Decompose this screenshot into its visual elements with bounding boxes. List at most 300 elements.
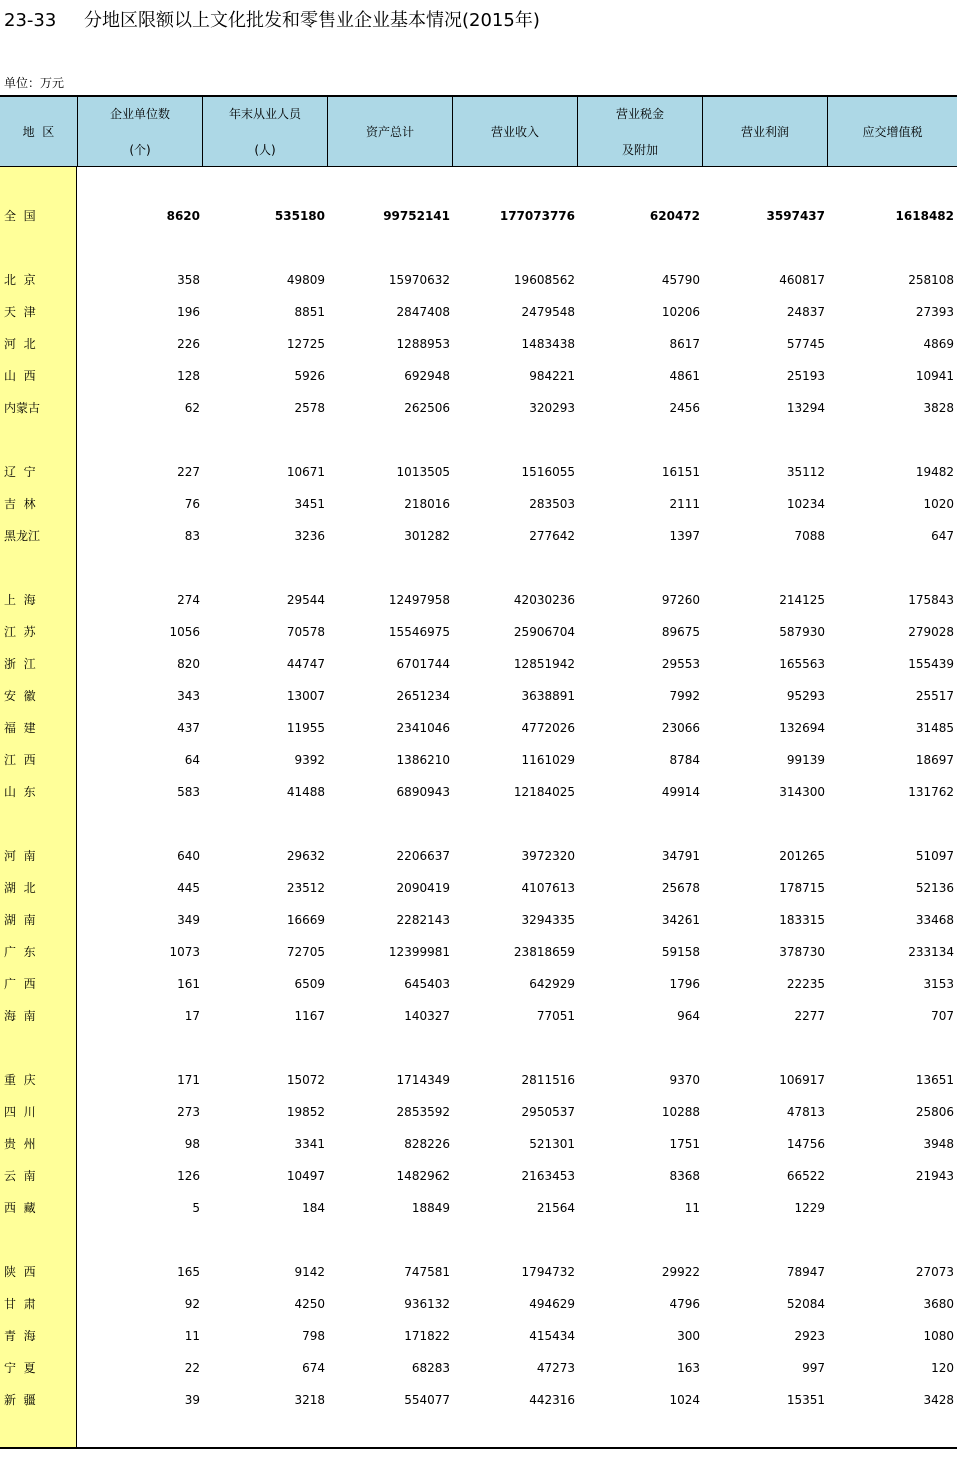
cell-enterprises: 161 bbox=[177, 977, 200, 991]
cell-employees: 23512 bbox=[286, 881, 325, 895]
cell-employees: 16669 bbox=[286, 913, 325, 927]
region-name: 海 南 bbox=[4, 1009, 36, 1023]
table-row bbox=[0, 488, 957, 520]
cell-business-tax: 49914 bbox=[661, 785, 700, 799]
cell-operating-profit: 24837 bbox=[786, 305, 825, 319]
region-name: 江 苏 bbox=[4, 625, 36, 639]
cell-employees: 3218 bbox=[294, 1393, 325, 1407]
cell-employees: 9392 bbox=[294, 753, 325, 767]
table-bottom-border bbox=[0, 1447, 957, 1449]
cell-vat-payable: 1080 bbox=[923, 1329, 954, 1343]
region-name: 全 国 bbox=[4, 209, 36, 223]
cell-operating-profit: 95293 bbox=[786, 689, 825, 703]
header-revenue bbox=[453, 97, 578, 167]
table-row bbox=[0, 776, 957, 808]
cell-operating-profit: 99139 bbox=[786, 753, 825, 767]
cell-business-tax: 8784 bbox=[669, 753, 700, 767]
cell-business-tax: 163 bbox=[677, 1361, 700, 1375]
cell-enterprises: 22 bbox=[184, 1361, 200, 1375]
cell-vat-payable: 1020 bbox=[923, 497, 954, 511]
cell-operating-profit: 35112 bbox=[786, 465, 825, 479]
page-title bbox=[4, 6, 540, 32]
region-name: 内蒙古 bbox=[4, 401, 41, 415]
table-row bbox=[0, 1128, 957, 1160]
cell-employees: 70578 bbox=[286, 625, 325, 639]
cell-business-tax: 25678 bbox=[661, 881, 700, 895]
unit-label: 单位：万元 bbox=[4, 76, 65, 90]
cell-business-tax: 9370 bbox=[669, 1073, 700, 1087]
cell-enterprises: 92 bbox=[184, 1297, 200, 1311]
table-row bbox=[0, 1320, 957, 1352]
cell-revenue: 47273 bbox=[536, 1361, 575, 1375]
table-row bbox=[0, 744, 957, 776]
cell-total-assets: 645403 bbox=[404, 977, 450, 991]
cell-business-tax: 1024 bbox=[669, 1393, 700, 1407]
table-row bbox=[0, 360, 957, 392]
cell-operating-profit: 587930 bbox=[779, 625, 825, 639]
cell-vat-payable: 647 bbox=[931, 529, 954, 543]
cell-enterprises: 196 bbox=[177, 305, 200, 319]
cell-employees: 29544 bbox=[286, 593, 325, 607]
table-row bbox=[0, 1192, 957, 1224]
cell-vat-payable: 13651 bbox=[915, 1073, 954, 1087]
cell-business-tax: 964 bbox=[677, 1009, 700, 1023]
cell-employees: 12725 bbox=[286, 337, 325, 351]
cell-business-tax: 97260 bbox=[661, 593, 700, 607]
cell-operating-profit: 165563 bbox=[779, 657, 825, 671]
table-row bbox=[0, 936, 957, 968]
cell-revenue: 2479548 bbox=[521, 305, 575, 319]
cell-vat-payable: 18697 bbox=[915, 753, 954, 767]
table-row bbox=[0, 328, 957, 360]
cell-business-tax: 34261 bbox=[661, 913, 700, 927]
header-employees bbox=[203, 97, 328, 167]
cell-vat-payable: 155439 bbox=[908, 657, 954, 671]
header-operating-profit bbox=[703, 97, 828, 167]
cell-business-tax: 8368 bbox=[669, 1169, 700, 1183]
table-row bbox=[0, 520, 957, 552]
cell-enterprises: 226 bbox=[177, 337, 200, 351]
header-enterprises bbox=[78, 97, 203, 167]
cell-vat-payable: 131762 bbox=[908, 785, 954, 799]
table-row bbox=[0, 1352, 957, 1384]
table-row bbox=[0, 872, 957, 904]
cell-enterprises: 171 bbox=[177, 1073, 200, 1087]
cell-operating-profit: 52084 bbox=[786, 1297, 825, 1311]
region-name: 四 川 bbox=[4, 1105, 36, 1119]
cell-business-tax: 11 bbox=[684, 1201, 700, 1215]
cell-employees: 535180 bbox=[274, 209, 325, 223]
region-name: 福 建 bbox=[4, 721, 36, 735]
cell-operating-profit: 2277 bbox=[794, 1009, 825, 1023]
table-row bbox=[0, 616, 957, 648]
region-name: 上 海 bbox=[4, 593, 36, 607]
table-row bbox=[0, 296, 957, 328]
cell-enterprises: 273 bbox=[177, 1105, 200, 1119]
cell-employees: 49809 bbox=[286, 273, 325, 287]
cell-total-assets: 1482962 bbox=[396, 1169, 450, 1183]
cell-business-tax: 1397 bbox=[669, 529, 700, 543]
cell-operating-profit: 460817 bbox=[779, 273, 825, 287]
cell-revenue: 283503 bbox=[529, 497, 575, 511]
header-label: 营业税金 bbox=[615, 107, 664, 121]
cell-employees: 5926 bbox=[294, 369, 325, 383]
table-row bbox=[0, 1000, 957, 1032]
cell-business-tax: 620472 bbox=[649, 209, 700, 223]
cell-vat-payable: 25806 bbox=[915, 1105, 954, 1119]
region-name: 北 京 bbox=[4, 273, 36, 287]
cell-business-tax: 2111 bbox=[669, 497, 700, 511]
cell-business-tax: 29922 bbox=[661, 1265, 700, 1279]
cell-business-tax: 4861 bbox=[669, 369, 700, 383]
cell-enterprises: 8620 bbox=[166, 209, 200, 223]
header-label: 营业收入 bbox=[490, 125, 539, 139]
cell-total-assets: 1714349 bbox=[396, 1073, 450, 1087]
cell-vat-payable: 27073 bbox=[915, 1265, 954, 1279]
cell-vat-payable: 4869 bbox=[923, 337, 954, 351]
cell-vat-payable: 233134 bbox=[908, 945, 954, 959]
region-name: 山 西 bbox=[4, 369, 36, 383]
cell-total-assets: 2853592 bbox=[396, 1105, 450, 1119]
header-label: 资产总计 bbox=[365, 125, 414, 139]
cell-total-assets: 2847408 bbox=[396, 305, 450, 319]
cell-total-assets: 2090419 bbox=[396, 881, 450, 895]
cell-revenue: 521301 bbox=[529, 1137, 575, 1151]
cell-vat-payable: 31485 bbox=[915, 721, 954, 735]
cell-operating-profit: 10234 bbox=[786, 497, 825, 511]
cell-business-tax: 59158 bbox=[661, 945, 700, 959]
cell-employees: 72705 bbox=[286, 945, 325, 959]
cell-business-tax: 300 bbox=[677, 1329, 700, 1343]
cell-total-assets: 2651234 bbox=[396, 689, 450, 703]
cell-business-tax: 16151 bbox=[661, 465, 700, 479]
cell-vat-payable: 25517 bbox=[915, 689, 954, 703]
region-name: 河 北 bbox=[4, 337, 36, 351]
region-name: 重 庆 bbox=[4, 1073, 36, 1087]
cell-vat-payable: 175843 bbox=[908, 593, 954, 607]
region-name: 贵 州 bbox=[4, 1137, 36, 1151]
cell-enterprises: 11 bbox=[184, 1329, 200, 1343]
region-name: 安 徽 bbox=[4, 689, 36, 703]
cell-employees: 798 bbox=[302, 1329, 325, 1343]
cell-vat-payable: 3680 bbox=[923, 1297, 954, 1311]
table-row bbox=[0, 264, 957, 296]
table-row bbox=[0, 392, 957, 424]
cell-business-tax: 2456 bbox=[669, 401, 700, 415]
table-number: 23-33 bbox=[4, 10, 57, 31]
header-label: 营业利润 bbox=[740, 125, 789, 139]
table-header bbox=[0, 95, 957, 167]
region-name: 广 东 bbox=[4, 945, 36, 959]
cell-total-assets: 828226 bbox=[404, 1137, 450, 1151]
cell-total-assets: 6890943 bbox=[396, 785, 450, 799]
cell-total-assets: 692948 bbox=[404, 369, 450, 383]
table-row bbox=[0, 968, 957, 1000]
cell-operating-profit: 14756 bbox=[786, 1137, 825, 1151]
table-row bbox=[0, 840, 957, 872]
header-vat-payable bbox=[828, 97, 957, 167]
cell-revenue: 1161029 bbox=[521, 753, 575, 767]
region-name: 河 南 bbox=[4, 849, 36, 863]
cell-vat-payable: 27393 bbox=[915, 305, 954, 319]
cell-revenue: 494629 bbox=[529, 1297, 575, 1311]
cell-revenue: 442316 bbox=[529, 1393, 575, 1407]
cell-enterprises: 98 bbox=[184, 1137, 200, 1151]
header-region bbox=[0, 97, 78, 167]
cell-enterprises: 445 bbox=[177, 881, 200, 895]
cell-business-tax: 10206 bbox=[661, 305, 700, 319]
cell-operating-profit: 997 bbox=[802, 1361, 825, 1375]
cell-total-assets: 171822 bbox=[404, 1329, 450, 1343]
table-row bbox=[0, 1064, 957, 1096]
cell-enterprises: 437 bbox=[177, 721, 200, 735]
region-name: 辽 宁 bbox=[4, 465, 36, 479]
header-sub-label: (人) bbox=[254, 143, 276, 157]
cell-employees: 4250 bbox=[294, 1297, 325, 1311]
region-name: 陕 西 bbox=[4, 1265, 36, 1279]
cell-vat-payable: 51097 bbox=[915, 849, 954, 863]
region-name: 湖 南 bbox=[4, 913, 36, 927]
header-region-label: 地 区 bbox=[22, 125, 55, 139]
cell-enterprises: 274 bbox=[177, 593, 200, 607]
cell-business-tax: 1751 bbox=[669, 1137, 700, 1151]
cell-enterprises: 583 bbox=[177, 785, 200, 799]
table-row bbox=[0, 584, 957, 616]
cell-revenue: 984221 bbox=[529, 369, 575, 383]
cell-vat-payable: 52136 bbox=[915, 881, 954, 895]
cell-business-tax: 7992 bbox=[669, 689, 700, 703]
cell-employees: 3451 bbox=[294, 497, 325, 511]
cell-enterprises: 1073 bbox=[169, 945, 200, 959]
header-sub-label: 及附加 bbox=[621, 143, 658, 157]
cell-operating-profit: 1229 bbox=[794, 1201, 825, 1215]
cell-enterprises: 17 bbox=[184, 1009, 200, 1023]
cell-business-tax: 1796 bbox=[669, 977, 700, 991]
cell-employees: 44747 bbox=[286, 657, 325, 671]
cell-revenue: 12184025 bbox=[513, 785, 575, 799]
cell-employees: 11955 bbox=[286, 721, 325, 735]
region-name: 西 藏 bbox=[4, 1201, 36, 1215]
cell-operating-profit: 22235 bbox=[786, 977, 825, 991]
cell-revenue: 3294335 bbox=[521, 913, 575, 927]
cell-operating-profit: 106917 bbox=[779, 1073, 825, 1087]
region-name: 山 东 bbox=[4, 785, 36, 799]
cell-vat-payable: 19482 bbox=[915, 465, 954, 479]
cell-employees: 1167 bbox=[294, 1009, 325, 1023]
cell-revenue: 642929 bbox=[529, 977, 575, 991]
region-name: 宁 夏 bbox=[4, 1361, 36, 1375]
table-title: 分地区限额以上文化批发和零售业企业基本情况(2015年) bbox=[84, 10, 540, 31]
table-row bbox=[0, 1288, 957, 1320]
region-name: 青 海 bbox=[4, 1329, 36, 1343]
cell-vat-payable: 10941 bbox=[915, 369, 954, 383]
cell-enterprises: 39 bbox=[184, 1393, 200, 1407]
table-row bbox=[0, 1096, 957, 1128]
cell-operating-profit: 13294 bbox=[786, 401, 825, 415]
table-row bbox=[0, 904, 957, 936]
table-row bbox=[0, 680, 957, 712]
cell-operating-profit: 66522 bbox=[786, 1169, 825, 1183]
table-row bbox=[0, 456, 957, 488]
region-name: 广 西 bbox=[4, 977, 36, 991]
region-name: 天 津 bbox=[4, 305, 36, 319]
cell-revenue: 1794732 bbox=[521, 1265, 575, 1279]
cell-employees: 9142 bbox=[294, 1265, 325, 1279]
cell-revenue: 320293 bbox=[529, 401, 575, 415]
cell-employees: 29632 bbox=[286, 849, 325, 863]
cell-total-assets: 12399981 bbox=[388, 945, 450, 959]
cell-business-tax: 45790 bbox=[661, 273, 700, 287]
cell-operating-profit: 378730 bbox=[779, 945, 825, 959]
cell-revenue: 177073776 bbox=[499, 209, 575, 223]
cell-total-assets: 1288953 bbox=[396, 337, 450, 351]
cell-employees: 674 bbox=[302, 1361, 325, 1375]
cell-revenue: 19608562 bbox=[513, 273, 575, 287]
region-name: 吉 林 bbox=[4, 497, 36, 511]
cell-operating-profit: 78947 bbox=[786, 1265, 825, 1279]
cell-vat-payable: 3428 bbox=[923, 1393, 954, 1407]
cell-employees: 3341 bbox=[294, 1137, 325, 1151]
cell-total-assets: 15970632 bbox=[388, 273, 450, 287]
cell-revenue: 2811516 bbox=[521, 1073, 575, 1087]
region-name: 新 疆 bbox=[4, 1393, 36, 1407]
cell-enterprises: 64 bbox=[184, 753, 200, 767]
cell-enterprises: 343 bbox=[177, 689, 200, 703]
cell-employees: 13007 bbox=[286, 689, 325, 703]
cell-revenue: 25906704 bbox=[513, 625, 575, 639]
cell-revenue: 23818659 bbox=[513, 945, 575, 959]
cell-total-assets: 99752141 bbox=[383, 209, 450, 223]
cell-total-assets: 1386210 bbox=[396, 753, 450, 767]
cell-business-tax: 29553 bbox=[661, 657, 700, 671]
cell-total-assets: 747581 bbox=[404, 1265, 450, 1279]
cell-total-assets: 68283 bbox=[411, 1361, 450, 1375]
cell-business-tax: 8617 bbox=[669, 337, 700, 351]
cell-revenue: 415434 bbox=[529, 1329, 575, 1343]
cell-revenue: 77051 bbox=[536, 1009, 575, 1023]
cell-operating-profit: 25193 bbox=[786, 369, 825, 383]
cell-operating-profit: 178715 bbox=[779, 881, 825, 895]
cell-employees: 41488 bbox=[286, 785, 325, 799]
table-row bbox=[0, 1256, 957, 1288]
cell-employees: 8851 bbox=[294, 305, 325, 319]
cell-enterprises: 358 bbox=[177, 273, 200, 287]
cell-revenue: 12851942 bbox=[513, 657, 575, 671]
header-label: 企业单位数 bbox=[109, 107, 170, 121]
cell-revenue: 4107613 bbox=[521, 881, 575, 895]
cell-total-assets: 15546975 bbox=[388, 625, 450, 639]
cell-total-assets: 140327 bbox=[404, 1009, 450, 1023]
table-row bbox=[0, 1384, 957, 1416]
cell-vat-payable: 3948 bbox=[923, 1137, 954, 1151]
cell-employees: 3236 bbox=[294, 529, 325, 543]
cell-total-assets: 1013505 bbox=[396, 465, 450, 479]
cell-revenue: 21564 bbox=[536, 1201, 575, 1215]
cell-operating-profit: 2923 bbox=[794, 1329, 825, 1343]
cell-employees: 19852 bbox=[286, 1105, 325, 1119]
cell-vat-payable: 21943 bbox=[915, 1169, 954, 1183]
cell-enterprises: 349 bbox=[177, 913, 200, 927]
table-row bbox=[0, 1160, 957, 1192]
table-row bbox=[0, 200, 957, 232]
cell-revenue: 277642 bbox=[529, 529, 575, 543]
header-business-tax bbox=[578, 97, 703, 167]
cell-business-tax: 34791 bbox=[661, 849, 700, 863]
cell-employees: 15072 bbox=[286, 1073, 325, 1087]
cell-enterprises: 640 bbox=[177, 849, 200, 863]
cell-enterprises: 83 bbox=[184, 529, 200, 543]
cell-operating-profit: 214125 bbox=[779, 593, 825, 607]
cell-operating-profit: 57745 bbox=[786, 337, 825, 351]
cell-revenue: 3638891 bbox=[521, 689, 575, 703]
cell-business-tax: 10288 bbox=[661, 1105, 700, 1119]
cell-revenue: 2163453 bbox=[521, 1169, 575, 1183]
cell-total-assets: 18849 bbox=[411, 1201, 450, 1215]
cell-business-tax: 4796 bbox=[669, 1297, 700, 1311]
cell-enterprises: 1056 bbox=[169, 625, 200, 639]
cell-employees: 184 bbox=[302, 1201, 325, 1215]
data-table bbox=[0, 95, 957, 1449]
cell-vat-payable: 258108 bbox=[908, 273, 954, 287]
cell-business-tax: 89675 bbox=[661, 625, 700, 639]
cell-total-assets: 6701744 bbox=[396, 657, 450, 671]
cell-vat-payable: 707 bbox=[931, 1009, 954, 1023]
cell-total-assets: 2206637 bbox=[396, 849, 450, 863]
table-row bbox=[0, 712, 957, 744]
cell-vat-payable: 3153 bbox=[923, 977, 954, 991]
region-name: 湖 北 bbox=[4, 881, 36, 895]
header-label: 应交增值税 bbox=[862, 125, 923, 139]
cell-enterprises: 5 bbox=[192, 1201, 200, 1215]
cell-enterprises: 128 bbox=[177, 369, 200, 383]
cell-vat-payable: 120 bbox=[931, 1361, 954, 1375]
cell-enterprises: 820 bbox=[177, 657, 200, 671]
cell-total-assets: 554077 bbox=[404, 1393, 450, 1407]
cell-enterprises: 62 bbox=[184, 401, 200, 415]
cell-vat-payable: 3828 bbox=[923, 401, 954, 415]
cell-vat-payable: 279028 bbox=[908, 625, 954, 639]
cell-vat-payable: 1618482 bbox=[895, 209, 954, 223]
cell-total-assets: 301282 bbox=[404, 529, 450, 543]
cell-operating-profit: 201265 bbox=[779, 849, 825, 863]
region-name: 黑龙江 bbox=[4, 529, 41, 543]
cell-operating-profit: 7088 bbox=[794, 529, 825, 543]
cell-enterprises: 227 bbox=[177, 465, 200, 479]
cell-employees: 10497 bbox=[286, 1169, 325, 1183]
region-name: 甘 肃 bbox=[4, 1297, 36, 1311]
cell-operating-profit: 314300 bbox=[779, 785, 825, 799]
cell-employees: 6509 bbox=[294, 977, 325, 991]
cell-revenue: 2950537 bbox=[521, 1105, 575, 1119]
header-label: 年末从业人员 bbox=[228, 107, 301, 121]
cell-total-assets: 12497958 bbox=[388, 593, 450, 607]
cell-revenue: 4772026 bbox=[521, 721, 575, 735]
cell-employees: 10671 bbox=[286, 465, 325, 479]
cell-revenue: 3972320 bbox=[521, 849, 575, 863]
region-name: 江 西 bbox=[4, 753, 36, 767]
cell-total-assets: 2282143 bbox=[396, 913, 450, 927]
cell-revenue: 42030236 bbox=[513, 593, 575, 607]
cell-business-tax: 23066 bbox=[661, 721, 700, 735]
cell-enterprises: 165 bbox=[177, 1265, 200, 1279]
header-total-assets bbox=[328, 97, 453, 167]
cell-operating-profit: 3597437 bbox=[766, 209, 825, 223]
cell-vat-payable: 33468 bbox=[915, 913, 954, 927]
region-name: 云 南 bbox=[4, 1169, 36, 1183]
cell-operating-profit: 47813 bbox=[786, 1105, 825, 1119]
cell-revenue: 1483438 bbox=[521, 337, 575, 351]
cell-total-assets: 218016 bbox=[404, 497, 450, 511]
